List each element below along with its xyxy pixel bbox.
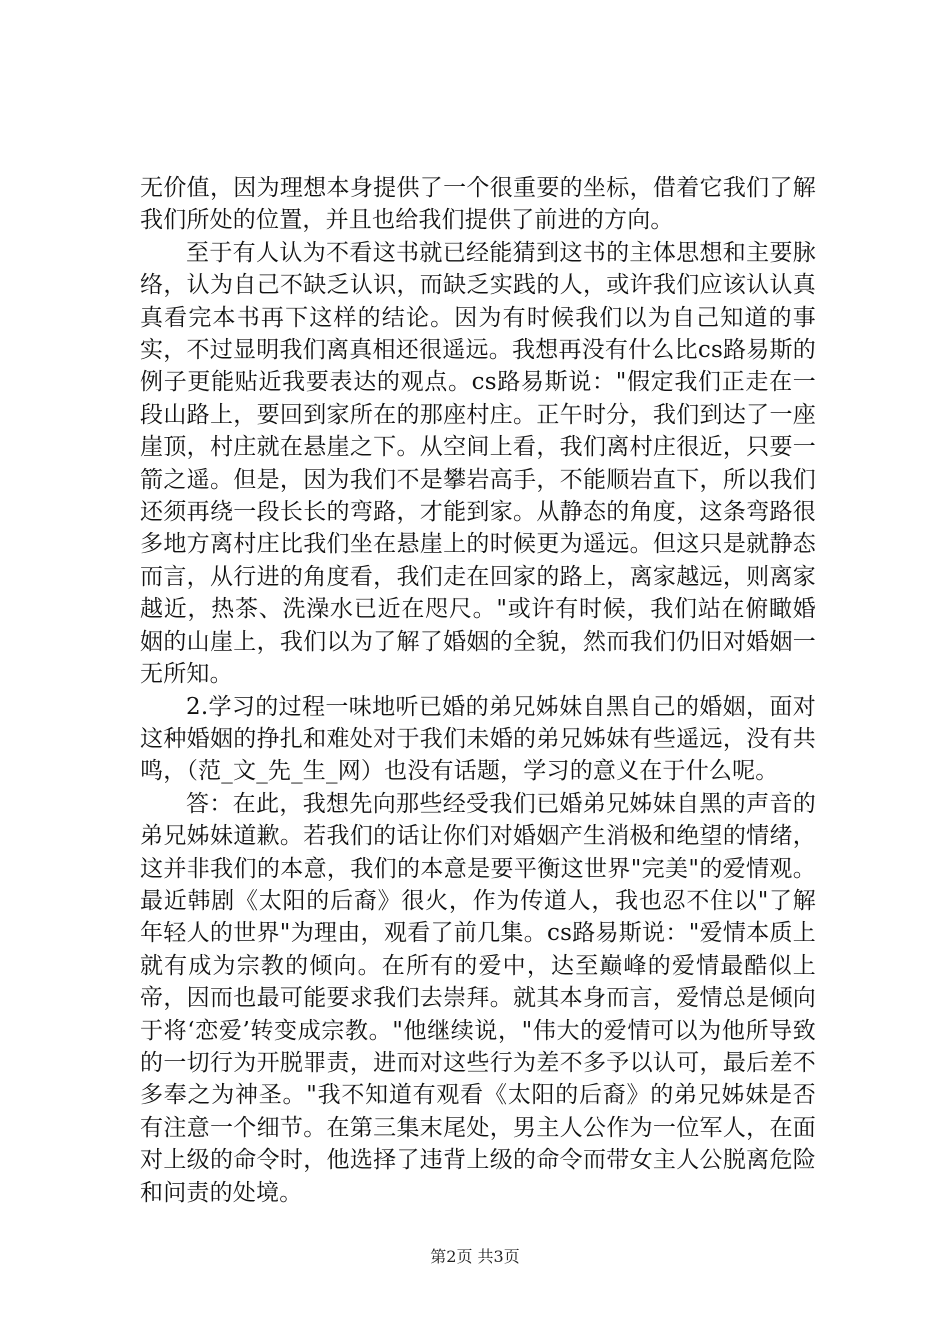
paragraph-3: 2.学习的过程一味地听已婚的弟兄姊妹自黑自己的婚姻，面对这种婚姻的挣扎和难处对于我们未婚的弟兄姊妹有些遥远，没有共鸣，（范_文_先_生_网）也没有话题，学习的意义在于什么呢。	[140, 693, 816, 785]
document-body	[140, 172, 816, 1209]
paragraph-1: 无价值，因为理想本身提供了一个很重要的坐标，借着它我们了解我们所处的位置，并且也给我们提供了前进的方向。	[140, 175, 816, 234]
page-footer: 第2页 共3页	[430, 1247, 520, 1266]
paragraph-2: 至于有人认为不看这书就已经能猜到这书的主体思想和主要脉络，认为自己不缺乏认识，而缺乏实践的人，或许我们应该认认真真看完本书再下这样的结论。因为有时候我们以为自己知道的事实，不过显明我们离真相还很遥远。我想再没有什么比cs路易斯的例子更能贴近我要表达的观点。cs路易斯说："假定我们正走在一段山路上，要回到家所在的那座村庄。正午时分，我们到达了一座崖顶，村庄就在悬崖之下。从空间上看，我们离村庄很近，只要一箭之遥。但是，因为我们不是攀岩高手，不能顺岩直下，所以我们还须再绕一段长长的弯路，才能到家。从静态的角度，这条弯路很多地方离村庄比我们坐在悬崖上的时候更为遥远。但这只是就静态而言，从行进的角度看，我们走在回家的路上，离家越远，则离家越近，热茶、洗澡水已近在咫尺。"或许有时候，我们站在俯瞰婚姻的山崖上，我们以为了解了婚姻的全貌，然而我们仍旧对婚姻一无所知。	[140, 239, 816, 688]
paragraph-4: 答：在此，我想先向那些经受我们已婚弟兄姊妹自黑的声音的弟兄姊妹道歉。若我们的话让你们对婚姻产生消极和绝望的情绪，这并非我们的本意，我们的本意是要平衡这世界"完美"的爱情观。最近韩剧《太阳的后裔》很火，作为传道人，我也忍不住以"了解年轻人的世界"为理由，观看了前几集。cs路易斯说："爱情本质上就有成为宗教的倾向。在所有的爱中，达至巅峰的爱情最酷似上帝，因而也最可能要求我们去崇拜。就其本身而言，爱情总是倾向于将‘恋爱’转变成宗教。"他继续说，"伟大的爱情可以为他所导致的一切行为开脱罪责，进而对这些行为差不多予以认可，最后差不多奉之为神圣。"我不知道有观看《太阳的后裔》的弟兄姊妹是否有注意一个细节。在第三集末尾处，男主人公作为一位军人，在面对上级的命令时，他选择了违背上级的命令而带女主人公脱离危险和问责的处境。	[140, 790, 816, 1206]
